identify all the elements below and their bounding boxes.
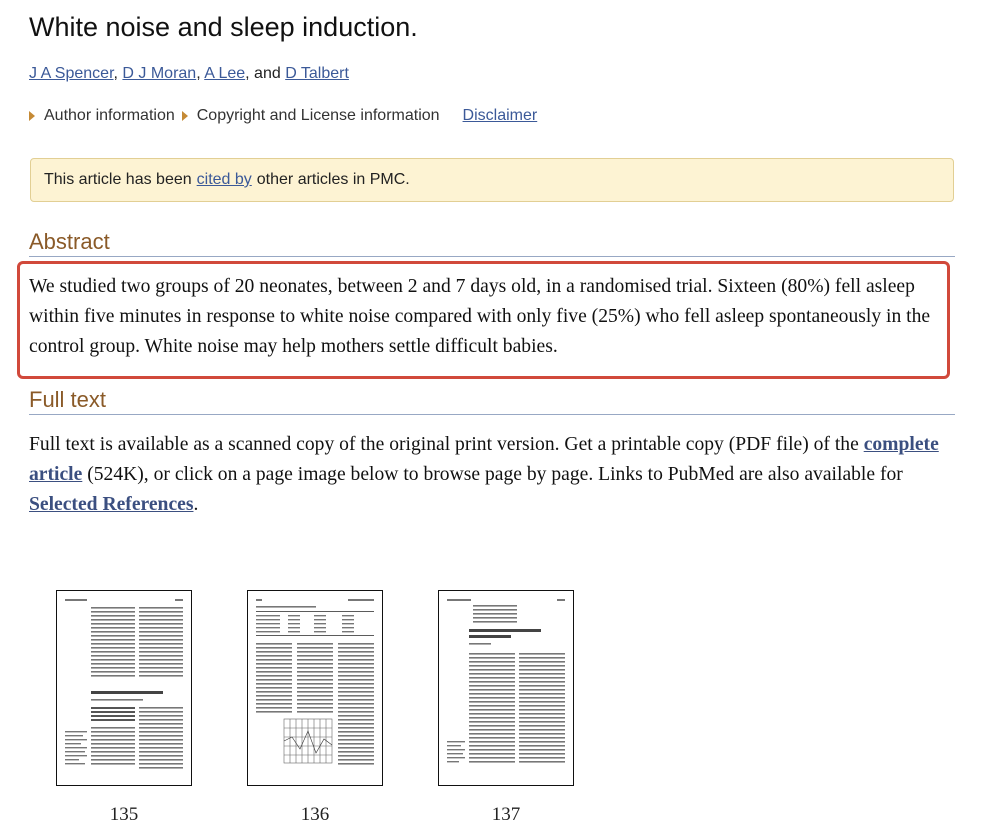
author-information-label: Author information xyxy=(44,107,175,124)
copyright-license-toggle[interactable] xyxy=(182,107,440,125)
cited-by-notice xyxy=(30,158,954,202)
copyright-license-label: Copyright and License information xyxy=(196,107,440,124)
cited-by-link[interactable]: cited by xyxy=(196,171,252,188)
abstract-text: We studied two groups of 20 neonates, between 2 and 7 days old, in a randomised trial. Sixteen (80%) fell asleep within five minutes in response to white noise compared with only five (25%) who fell asleep spontaneously in the control group. White noise may help mothers settle difficult babies. xyxy=(29,276,931,357)
author-information-toggle[interactable] xyxy=(29,107,175,125)
page-number: 136 xyxy=(300,804,330,825)
complete-article-link[interactable]: complete article xyxy=(29,434,939,485)
author-link[interactable]: A Lee xyxy=(204,65,246,82)
page-thumbnail-135[interactable] xyxy=(56,590,192,786)
abstract-heading: Abstract xyxy=(29,229,955,257)
full-text-heading: Full text xyxy=(29,387,955,415)
full-text-p3: . xyxy=(193,494,199,515)
expand-triangle-icon xyxy=(182,111,188,121)
page-number: 137 xyxy=(491,804,521,825)
cited-suffix: other articles in PMC. xyxy=(256,171,410,188)
scanned-page-image xyxy=(439,591,573,785)
info-row xyxy=(29,107,537,125)
disclaimer-link[interactable]: Disclaimer xyxy=(462,107,538,124)
author-separator: , xyxy=(196,65,205,82)
full-text-p2: (524K), or click on a page image below to browse page by page. Links to PubMed are also available for xyxy=(82,464,903,485)
page-number: 135 xyxy=(109,804,139,825)
author-link[interactable]: D J Moran xyxy=(122,65,197,82)
cited-prefix: This article has been xyxy=(44,171,192,188)
expand-triangle-icon xyxy=(29,111,35,121)
full-text-p1: Full text is available as a scanned copy of the original print version. Get a printable copy (PDF file) of the xyxy=(29,434,864,455)
page-thumbnail-136[interactable] xyxy=(247,590,383,786)
full-text-paragraph xyxy=(29,430,954,520)
selected-references-link[interactable]: Selected References xyxy=(29,494,194,515)
author-list xyxy=(29,65,349,83)
author-separator: , and xyxy=(245,65,286,82)
scanned-page-image xyxy=(248,591,382,785)
author-separator: , xyxy=(113,65,123,82)
scanned-page-image xyxy=(57,591,191,785)
author-link[interactable]: D Talbert xyxy=(285,65,349,82)
article-title: White noise and sleep induction. xyxy=(29,12,418,42)
author-link[interactable]: J A Spencer xyxy=(29,65,114,82)
page-thumbnail-137[interactable] xyxy=(438,590,574,786)
